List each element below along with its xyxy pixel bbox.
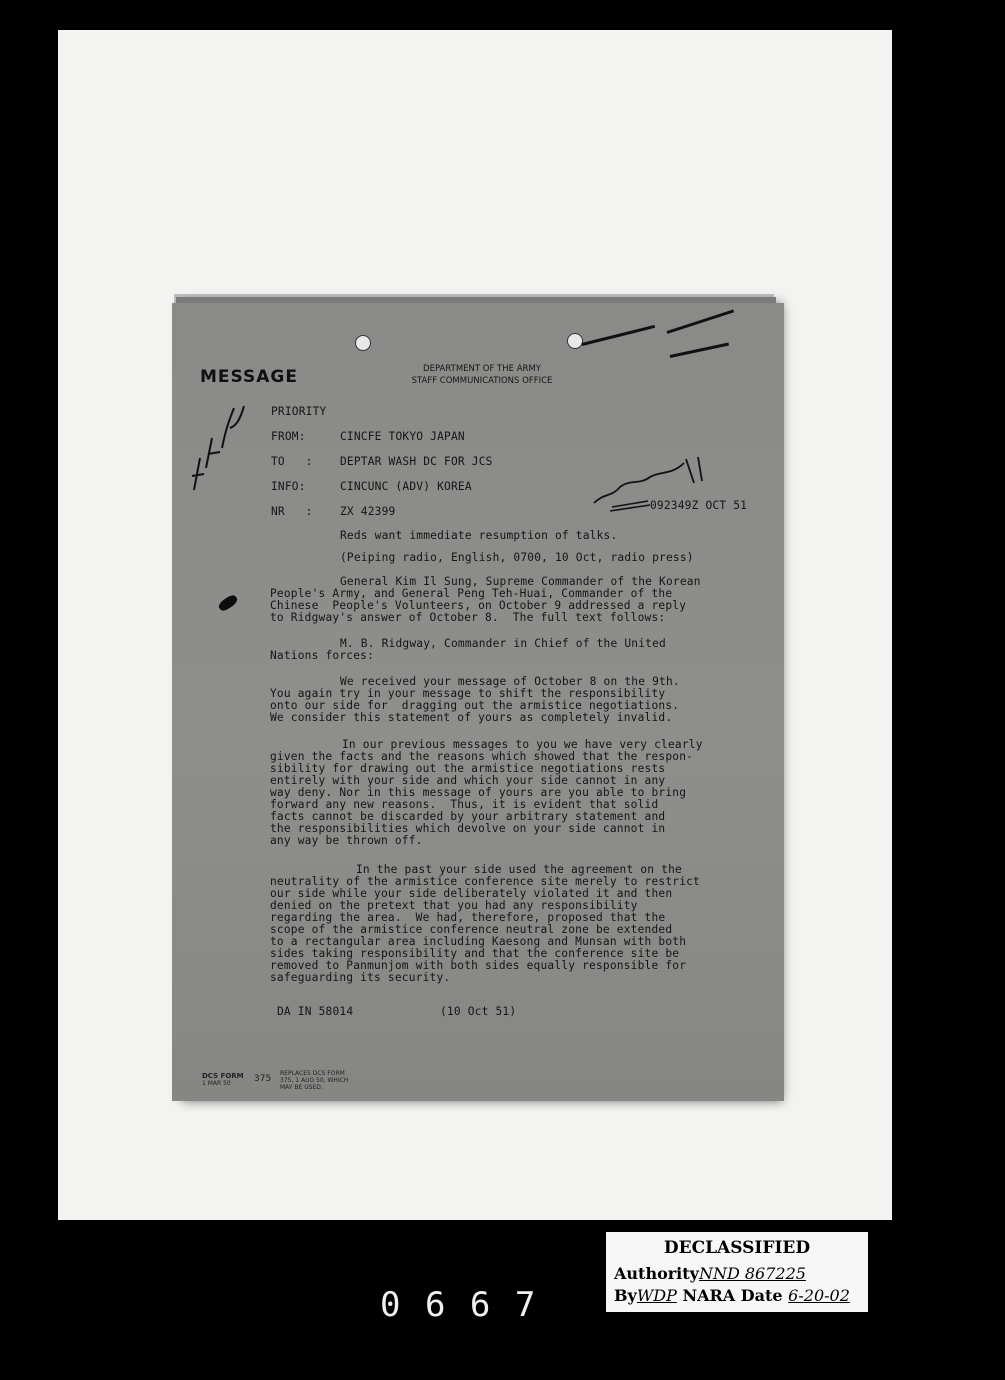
body-line: We received your message of October 8 on the 9th.: [340, 675, 680, 688]
nara-value: 6-20-02: [788, 1286, 850, 1305]
da-in-number: DA IN 58014: [277, 1005, 354, 1018]
nara-label: NARA Date: [682, 1286, 783, 1305]
body-line: way deny. Nor in this message of yours are you able to bring: [270, 786, 687, 799]
body-line: People's Army, and General Peng Teh-Huai, Commander of the: [270, 587, 673, 600]
message-sheet: [172, 303, 784, 1101]
form-label: DCS FORM: [202, 1072, 244, 1080]
body-line: given the facts and the reasons which showed that the respon-: [270, 750, 694, 763]
form-replaces-line-2: 375, 1 AUG 50, WHICH: [280, 1077, 349, 1084]
body-line: removed to Panmunjom with both sides equally responsible for: [270, 959, 687, 972]
authority-line: [614, 1264, 806, 1283]
info-label: INFO:: [271, 480, 306, 493]
body-line: any way be thrown off.: [270, 834, 423, 847]
department-header: [377, 363, 587, 387]
message-title: MESSAGE: [200, 367, 298, 387]
handwritten-strike-2: [667, 309, 735, 333]
form-number: 375: [254, 1074, 272, 1084]
priority-label: PRIORITY: [271, 405, 327, 418]
body-line: Nations forces:: [270, 649, 375, 662]
body-line: You again try in your message to shift the responsibility: [270, 687, 666, 700]
body-line: facts cannot be discarded by your arbitrary statement and: [270, 810, 666, 823]
form-replaces-line-3: MAY BE USED.: [280, 1084, 323, 1091]
body-line: scope of the armistice conference neutral zone be extended: [270, 923, 673, 936]
nr-label: NR :: [271, 505, 313, 518]
body-line: M. B. Ridgway, Commander in Chief of the United: [340, 637, 666, 650]
form-replaces-line-1: REPLACES DCS FORM: [280, 1070, 345, 1077]
body-line: entirely with your side and which your side cannot in any: [270, 774, 666, 787]
by-line: [614, 1286, 850, 1305]
date-time-group: 092349Z OCT 51: [650, 499, 748, 512]
declassified-title: DECLASSIFIED: [663, 1238, 811, 1258]
binder-hole-right: [567, 333, 583, 349]
binder-hole-left: [355, 335, 371, 351]
handwritten-strike-3: [670, 343, 729, 358]
from-value: CINCFE TOKYO JAPAN: [340, 430, 465, 443]
authority-value: NND 867225: [698, 1264, 806, 1283]
body-line: to Ridgway's answer of October 8. The full text follows:: [270, 611, 666, 624]
by-value: WDP: [636, 1286, 677, 1305]
body-line: In our previous messages to you we have very clearly: [342, 738, 703, 751]
body-line: Reds want immediate resumption of talks.: [340, 529, 618, 542]
body-line: forward any new reasons. Thus, it is evident that solid: [270, 798, 659, 811]
body-line: General Kim Il Sung, Supreme Commander of the Korean: [340, 575, 701, 588]
to-value: DEPTAR WASH DC FOR JCS: [340, 455, 493, 468]
body-line: regarding the area. We had, therefore, proposed that the: [270, 911, 666, 924]
from-label: FROM:: [271, 430, 306, 443]
form-date: 1 MAR 50: [202, 1080, 231, 1087]
body-line: denied on the pretext that you had any responsibility: [270, 899, 638, 912]
nr-value: ZX 42399: [340, 505, 396, 518]
handwritten-signature: [186, 398, 256, 498]
body-line: to a rectangular area including Kaesong and Munsan with both: [270, 935, 687, 948]
body-line: Chinese People's Volunteers, on October 9 addressed a reply: [270, 599, 687, 612]
department-line-1: DEPARTMENT OF THE ARMY: [423, 364, 541, 374]
body-line: We consider this statement of yours as completely invalid.: [270, 711, 673, 724]
to-label: TO :: [271, 455, 313, 468]
body-line: sibility for drawing out the armistice negotiations rests: [270, 762, 666, 775]
form-replaces-block: [280, 1070, 348, 1091]
body-line: (Peiping radio, English, 0700, 10 Oct, radio press): [340, 551, 694, 564]
by-label: By: [614, 1286, 637, 1305]
info-value: CINCUNC (ADV) KOREA: [340, 480, 472, 493]
body-line: onto our side for dragging out the armistice negotiations.: [270, 699, 680, 712]
message-date-reference: (10 Oct 51): [440, 1005, 517, 1018]
handwritten-strike-1: [582, 325, 655, 346]
department-line-2: STAFF COMMUNICATIONS OFFICE: [411, 376, 553, 386]
body-line: sides taking responsibility and that the conference site be: [270, 947, 680, 960]
body-line: safeguarding its security.: [270, 971, 451, 984]
frame-number: 0 6 6 7: [380, 1285, 538, 1325]
body-line: neutrality of the armistice conference site merely to restrict: [270, 875, 700, 888]
body-line: the responsibilities which devolve on your side cannot in: [270, 822, 666, 835]
form-label-block: [202, 1073, 244, 1087]
body-line: In the past your side used the agreement on the: [356, 863, 682, 876]
body-line: our side while your side deliberately violated it and then: [270, 887, 673, 900]
authority-label: Authority: [614, 1264, 699, 1283]
declassification-stamp: [606, 1232, 868, 1312]
